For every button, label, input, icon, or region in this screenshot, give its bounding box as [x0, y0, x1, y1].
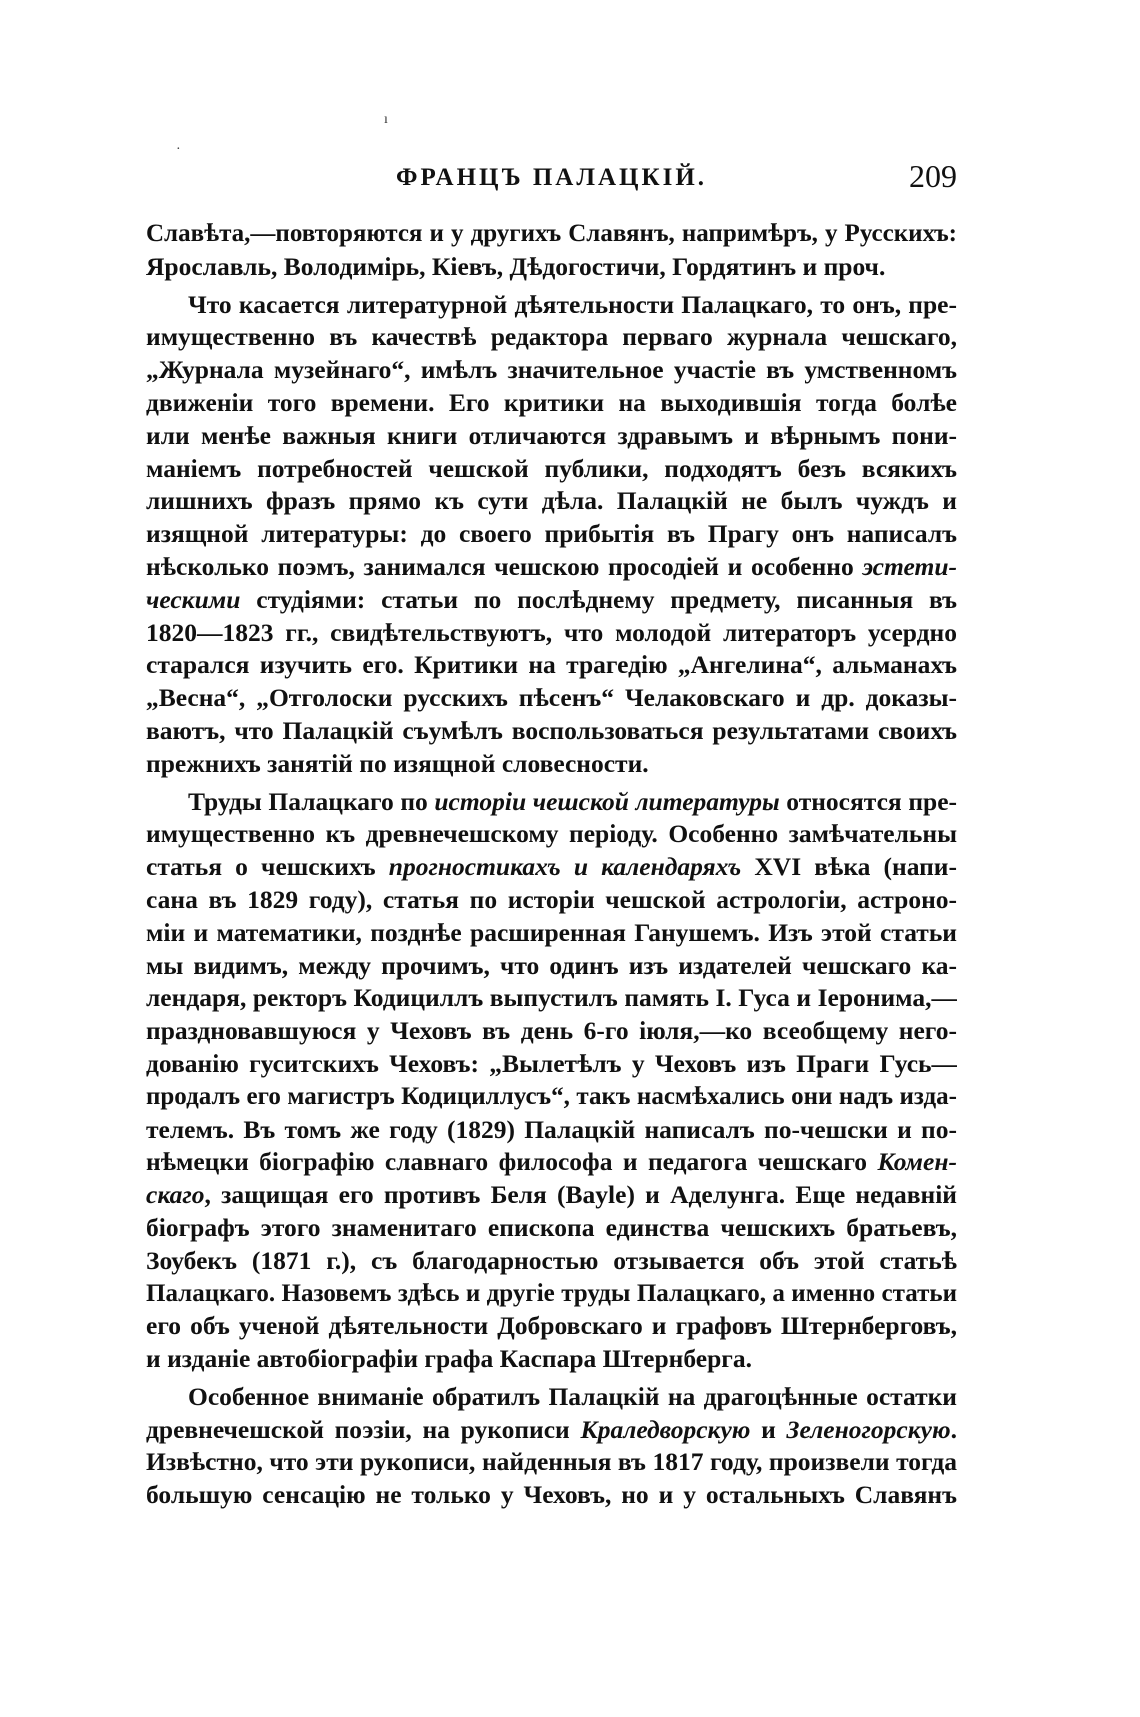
- text-line: [146, 884, 957, 917]
- text-line: [146, 748, 957, 781]
- text-run: Что касается литературной дѣятельности Палацкаго, то онъ, пре-: [188, 289, 957, 319]
- text-run: и: [750, 1414, 787, 1444]
- text-line: [146, 1446, 957, 1479]
- text-line: [146, 1381, 957, 1414]
- text-line: [146, 321, 957, 354]
- text-run: телемъ. Въ томъ же году (1829) Палацкій написалъ по-чешски и по-: [146, 1114, 957, 1144]
- page-number: 209: [909, 158, 957, 194]
- text-run: лендаря, ректоръ Кодициллъ выпустилъ память І. Гуса и Іеронима,—: [146, 983, 957, 1013]
- text-run: имущественно въ качествѣ редактора перваго журнала чешскаго,: [146, 322, 957, 352]
- text-line: [146, 584, 957, 617]
- text-run: Труды Палацкаго по: [188, 786, 435, 816]
- text-run: нѣсколько поэмъ, занимался чешскою просодіей и особенно: [146, 551, 863, 581]
- italic-run: скаго: [146, 1180, 205, 1210]
- page-header: [146, 158, 957, 198]
- text-run: Зоубекъ (1871 г.), съ благодарностью отзывается объ этой статьѣ: [146, 1245, 957, 1275]
- text-run: ваютъ, что Палацкій съумѣлъ воспользоваться результатами своихъ: [146, 715, 957, 745]
- text-run: движеніи того времени. Его критики на выходившія тогда болѣе: [146, 387, 957, 417]
- text-run: біографъ этого знаменитаго епископа единства чешскихъ братьевъ,: [146, 1212, 957, 1242]
- text-run: дованію гуситскихъ Чеховъ: „Вылетѣлъ у Чеховъ изъ Праги Гусь—: [146, 1048, 957, 1078]
- text-run: относятся пре-: [779, 786, 957, 816]
- text-line: [146, 453, 957, 486]
- text-run: прежнихъ занятій по изящной словесности.: [146, 748, 649, 778]
- text-line: [146, 1479, 957, 1512]
- text-line: [146, 682, 957, 715]
- text-line: [146, 251, 957, 284]
- paragraph-4: [146, 1381, 957, 1512]
- text-line: [146, 289, 957, 322]
- text-run: и изданіе автобіографіи графа Каспара Штернберга.: [146, 1344, 752, 1374]
- text-run: Славѣта,—повторяются и у другихъ Славянъ, напримѣръ, у Русскихъ:: [146, 220, 957, 247]
- text-line: [146, 851, 957, 884]
- text-line: [146, 1048, 957, 1081]
- text-run: міи и математики, позднѣе расширенная Ганушемъ. Изъ этой статьи: [146, 917, 957, 947]
- text-line: [146, 617, 957, 650]
- text-run: его объ ученой дѣятельности Добровскаго и графовъ Штернберговъ,: [146, 1311, 957, 1341]
- text-run: „Журнала музейнаго“, имѣлъ значительное участіе въ умственномъ: [146, 355, 957, 385]
- italic-run: эстети-: [862, 551, 957, 581]
- text-run: изящной литературы: до своего прибытія въ Прагу онъ написалъ: [146, 519, 957, 549]
- text-run: Извѣстно, что эти рукописи, найденныя въ 1817 году, произвели тогда: [146, 1447, 957, 1477]
- text-run: статья о чешскихъ: [146, 852, 389, 882]
- text-run: маніемъ потребностей чешской публики, подходятъ безъ всякихъ: [146, 453, 957, 483]
- text-line: [146, 518, 957, 551]
- text-line: [146, 818, 957, 851]
- text-run: имущественно къ древнечешскому періоду. Особенно замѣчательны: [146, 819, 957, 849]
- text-run: мы видимъ, между прочимъ, что одинъ изъ издателей чешскаго ка-: [146, 950, 957, 980]
- text-run: сана въ 1829 году), статья по исторіи чешской астрологіи, астроно-: [146, 884, 957, 914]
- text-line: [146, 1114, 957, 1147]
- text-line: [146, 218, 957, 251]
- text-run: нѣмецки біографію славнаго философа и педагога чешскаго: [146, 1147, 878, 1177]
- text-line: [146, 982, 957, 1015]
- text-run: древнечешской поэзіи, на рукописи: [146, 1414, 581, 1444]
- text-line: [146, 649, 957, 682]
- italic-run: Зеленогорскую: [786, 1414, 951, 1444]
- text-line: [146, 1212, 957, 1245]
- text-run: лишнихъ фразъ прямо къ сути дѣла. Палацкій не былъ чуждъ и: [146, 486, 957, 516]
- text-run: 1820—1823 гг., свидѣтельствуютъ, что молодой литераторъ усердно: [146, 617, 957, 647]
- text-line: [146, 1015, 957, 1048]
- text-line: [146, 354, 957, 387]
- text-run: праздновавшуюся у Чеховъ въ день 6-го іюля,—ко всеобщему него-: [146, 1016, 957, 1046]
- text-line: [146, 1146, 957, 1179]
- text-run: студіями: статьи по послѣднему предмету, писанныя въ: [240, 584, 957, 614]
- text-line: [146, 1245, 957, 1278]
- italic-run: исторіи чешской литературы: [434, 786, 780, 816]
- text-line: [146, 551, 957, 584]
- text-line: [146, 485, 957, 518]
- text-line: [146, 1310, 957, 1343]
- italic-run: прогностикахъ и календаряхъ: [388, 852, 742, 882]
- text-run: .: [950, 1414, 957, 1444]
- paragraph-2: [146, 289, 957, 781]
- text-run: Ярославль, Володимірь, Кіевъ, Дѣдогостичи, Гордятинъ и проч.: [146, 251, 886, 281]
- print-speck: ·: [176, 142, 181, 157]
- text-line: [146, 1081, 957, 1114]
- text-line: [146, 715, 957, 748]
- italic-run: Комен-: [877, 1147, 957, 1177]
- text-run: или менѣе важныя книги отличаются здравымъ и вѣрнымъ пони-: [146, 420, 957, 450]
- text-run: , защищая его противъ Беля (Bayle) и Аделунга. Еще недавній: [204, 1180, 957, 1210]
- text-run: продалъ его магистръ Кодициллусъ“, такъ насмѣхались они надъ изда-: [146, 1082, 957, 1110]
- text-line: [146, 950, 957, 983]
- body-text: [146, 218, 957, 1512]
- text-run: XVI вѣка (напи-: [741, 852, 957, 882]
- text-line: [146, 420, 957, 453]
- text-line: [146, 387, 957, 420]
- text-run: Палацкаго. Назовемъ здѣсь и другіе труды Палацкаго, а именно статьи: [146, 1279, 957, 1307]
- paragraph-3: [146, 786, 957, 1376]
- text-line: [146, 1343, 957, 1376]
- text-line: [146, 917, 957, 950]
- text-line: [146, 786, 957, 819]
- italic-run: Краледворскую: [580, 1414, 751, 1444]
- running-title: ФРАНЦЪ ПАЛАЦКІЙ.: [395, 164, 708, 191]
- text-run: „Весна“, „Отголоски русскихъ пѣсенъ“ Челаковскаго и др. доказы-: [146, 683, 957, 713]
- text-line: [146, 1179, 957, 1212]
- italic-run: ческими: [146, 584, 241, 614]
- text-run: старался изучить его. Критики на трагедію „Ангелина“, альманахъ: [146, 650, 957, 680]
- text-line: [146, 1414, 957, 1447]
- text-run: большую сенсацію не только у Чеховъ, но и у остальныхъ Славянъ: [146, 1480, 957, 1510]
- text-run: Особенное вниманіе обратилъ Палацкій на драгоцѣнные остатки: [188, 1381, 957, 1411]
- text-line: [146, 1278, 957, 1311]
- paragraph-1: [146, 218, 957, 284]
- print-speck: ı: [384, 112, 388, 127]
